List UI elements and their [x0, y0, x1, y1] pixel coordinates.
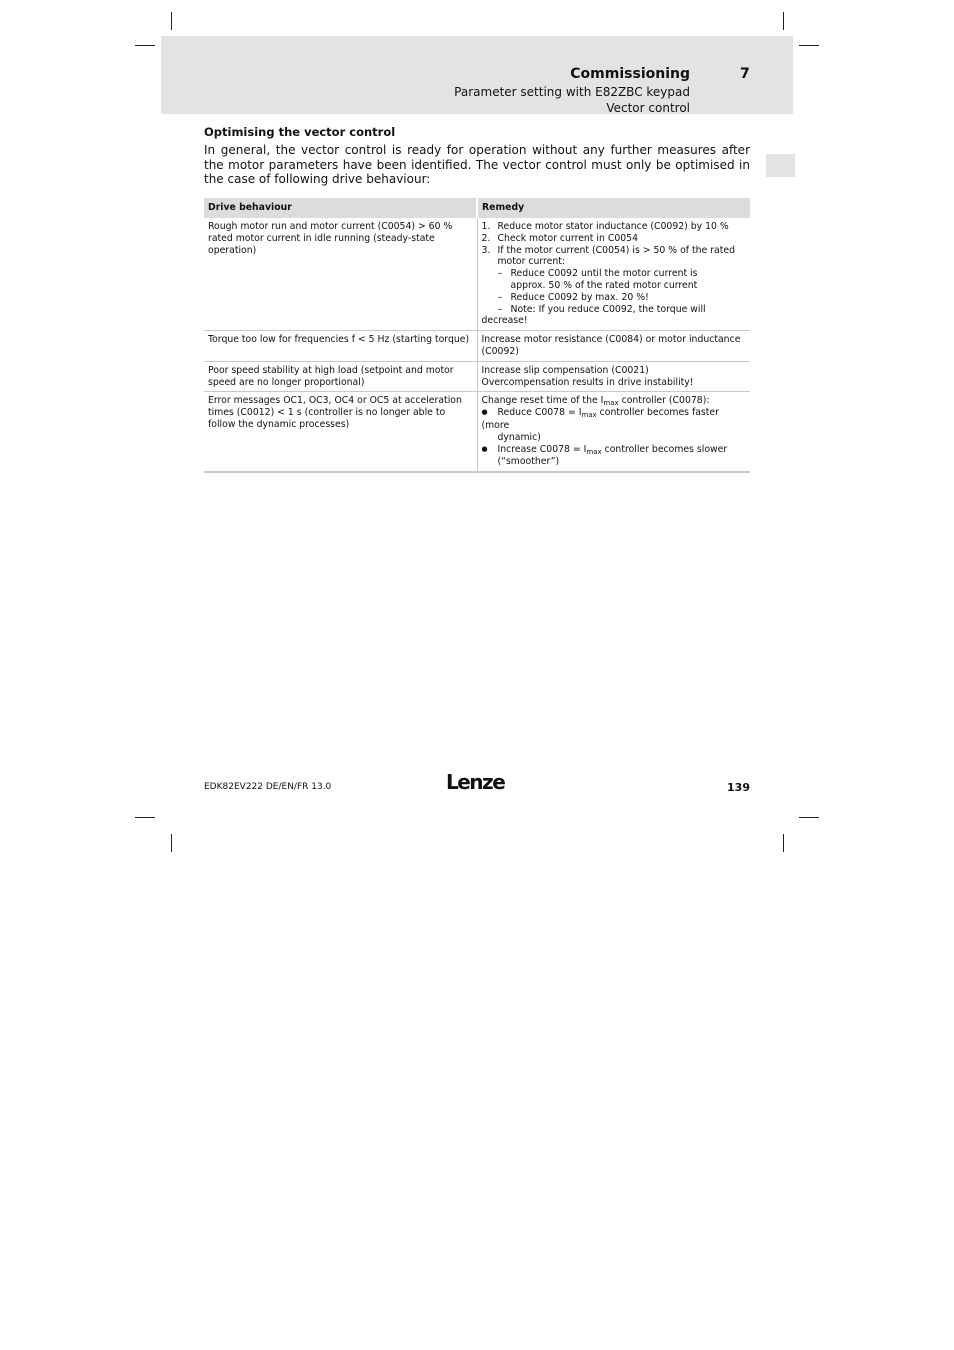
page-number: 139: [727, 781, 750, 794]
crop-mark: [135, 45, 155, 46]
behaviour-cell: Poor speed stability at high load (setpoint and motor speed are no longer proportional): [204, 361, 477, 392]
remedy-substep: – Reduce C0092 until the motor current is: [497, 268, 698, 280]
bullet-icon: [482, 407, 498, 420]
chapter-number: 7: [740, 66, 750, 82]
remedy-step: 2. Check motor current in C0054: [481, 232, 638, 244]
remedy-cell: [477, 218, 750, 331]
table-row: [204, 331, 750, 362]
document-id: EDK82EV222 DE/EN/FR 13.0: [204, 782, 332, 792]
remedy-cell: Increase motor resistance (C0084) or motor inductance (C0092): [477, 331, 750, 362]
remedy-step-continued: motor current:: [497, 256, 566, 268]
crop-mark: [135, 817, 155, 818]
remedy-line: Increase slip compensation (C0021): [481, 364, 649, 376]
drive-behaviour-table: [204, 198, 750, 473]
section-heading: Optimising the vector control: [204, 125, 396, 139]
remedy-bullet-continued: dynamic): [497, 431, 541, 443]
remedy-step: 3. If the motor current (C0054) is > 50 % of the rated: [481, 244, 736, 256]
behaviour-cell: Rough motor run and motor current (C0054) > 60 % rated motor current in idle running (steady-state operation): [204, 218, 477, 331]
chapter-side-tab: [766, 154, 795, 177]
column-header-remedy: Remedy: [477, 198, 750, 218]
header-band: [161, 36, 793, 114]
table-row: [204, 361, 750, 392]
chapter-title: Commissioning: [570, 66, 690, 82]
crop-mark: [171, 834, 172, 852]
remedy-cell: [477, 392, 750, 472]
remedy-step: 1. Reduce motor stator inductance (C0092) by 10 %: [481, 221, 729, 232]
remedy-line: Overcompensation results in drive instability!: [481, 376, 694, 388]
remedy-substep: – Reduce C0092 by max. 20 %!: [497, 291, 649, 303]
remedy-intro: Change reset time of the $I_{max}$ controller (C0078):: [481, 395, 710, 408]
table-header-row: [204, 198, 750, 218]
crop-mark: [799, 45, 819, 46]
remedy-bullet-continued: (“smoother”): [497, 456, 560, 468]
crop-mark: [783, 834, 784, 852]
remedy-cell: [477, 361, 750, 392]
lenze-logo: Lenze: [446, 770, 505, 794]
table-row: [204, 218, 750, 331]
intro-paragraph: In general, the vector control is ready for operation without any further measures after the motor parameters have been identified. The vector control must only be optimised in the case of following drive behaviour:: [204, 143, 750, 186]
crop-mark: [171, 12, 172, 30]
remedy-substep: – Note: If you reduce C0092, the torque will decrease!: [481, 303, 706, 327]
table-row: [204, 392, 750, 472]
crop-mark: [799, 817, 819, 818]
remedy-substep-continued: approx. 50 % of the rated motor current: [510, 279, 698, 291]
column-header-drive-behaviour: Drive behaviour: [204, 198, 477, 218]
header-subtitle-2: Vector control: [606, 101, 690, 115]
crop-mark: [783, 12, 784, 30]
behaviour-cell: Torque too low for frequencies f < 5 Hz (starting torque): [204, 331, 477, 362]
behaviour-cell: Error messages OC1, OC3, OC4 or OC5 at acceleration times (C0012) < 1 s (controller is no longer able to follow the dynamic processes): [204, 392, 477, 472]
header-subtitle: Parameter setting with E82ZBC keypad: [454, 85, 690, 99]
remedy-bullet: ●Increase $C0078 = I_{max}$ controller becomes slower: [482, 444, 747, 457]
remedy-bullet: ●Reduce $C0078 = I_{max}$ controller becomes faster (more: [482, 407, 747, 432]
bullet-icon: [482, 444, 498, 457]
